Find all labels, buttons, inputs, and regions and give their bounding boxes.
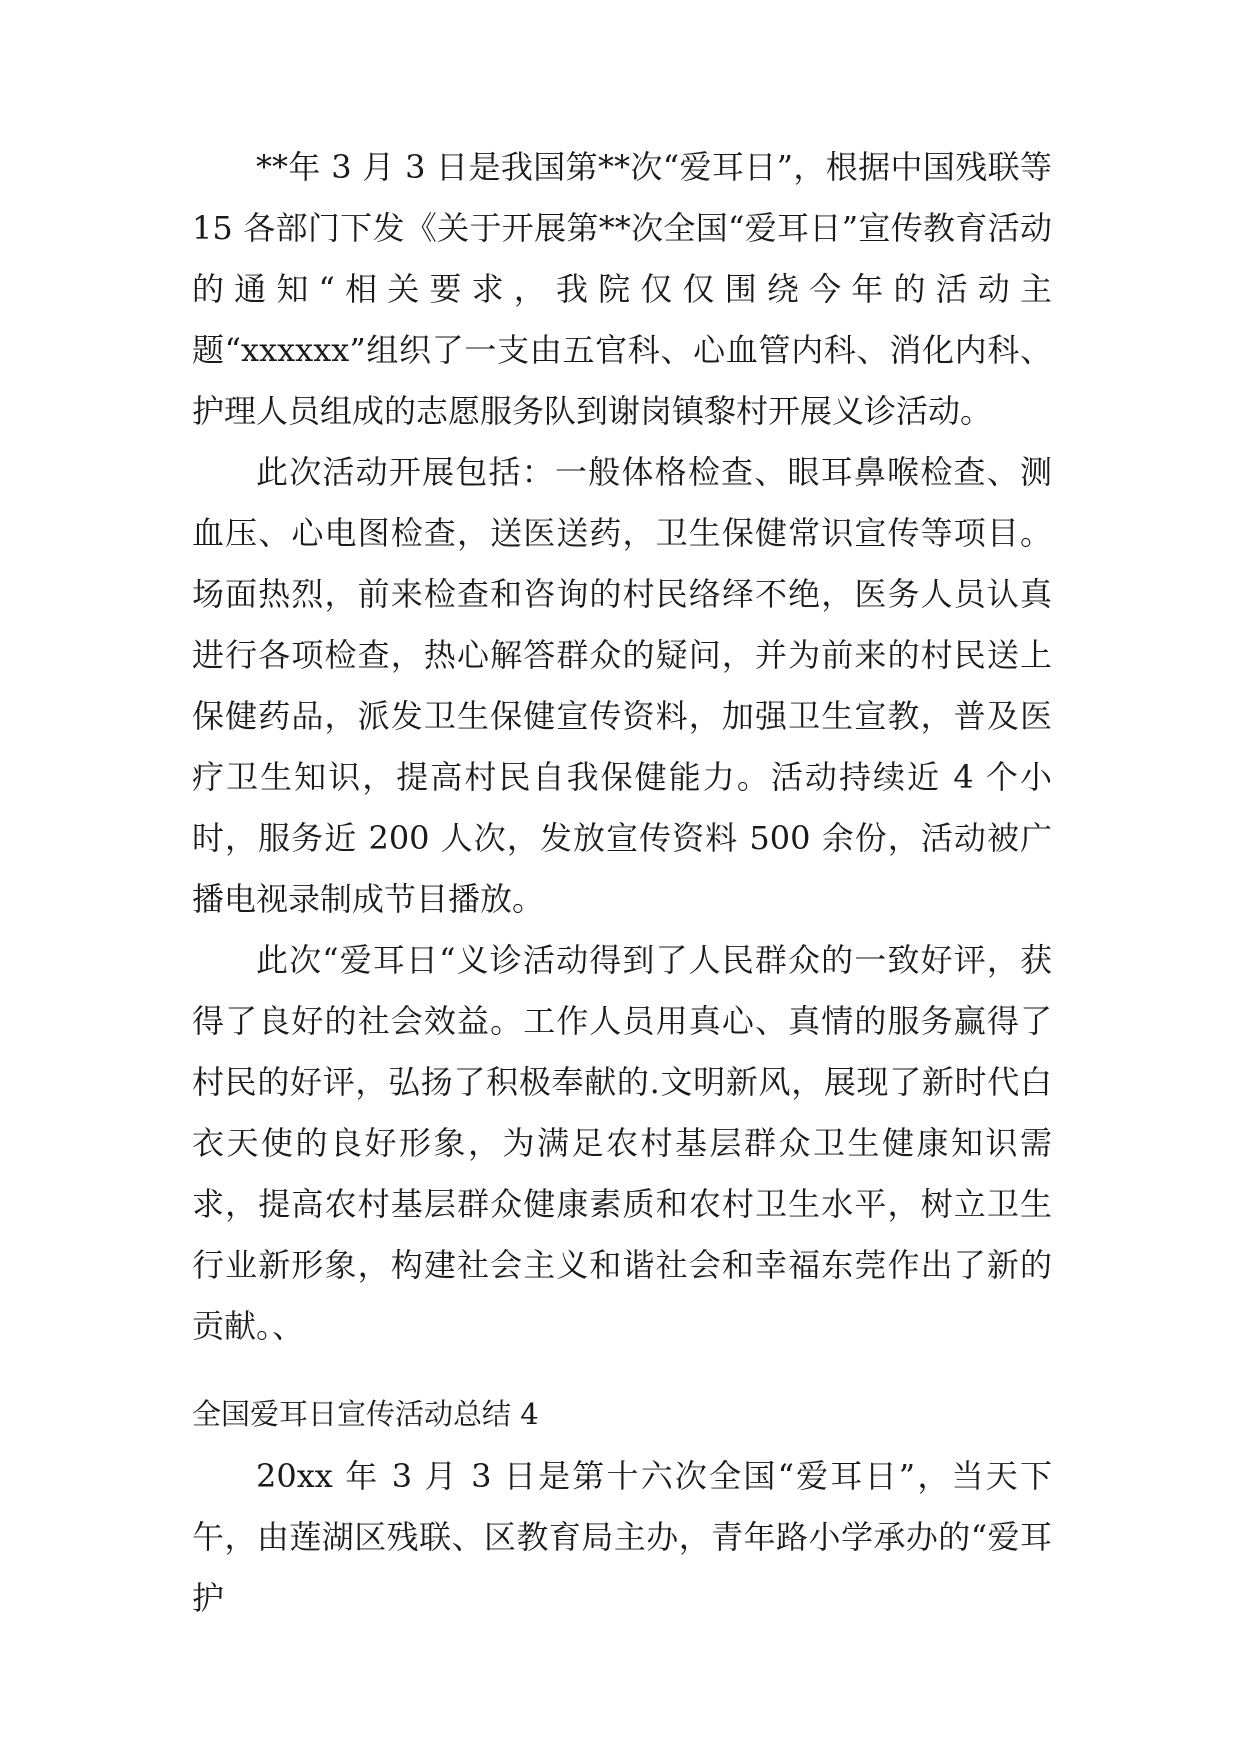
paragraph-4: 20xx 年 3 月 3 日是第十六次全国“爱耳日”，当天下午，由莲湖区残联、区教育局主办，青年路小学承办的“爱耳护 <box>192 1457 1052 1617</box>
paragraph-2: 此次活动开展包括：一般体格检查、眼耳鼻喉检查、测血压、心电图检查，送医送药，卫生保健常识宣传等项目。场面热烈，前来检查和咨询的村民络绎不绝，医务人员认真进行各项检查，热心解答群众的疑问，并为前来的村民送上保健药品，派发卫生保健宣传资料，加强卫生宣教，普及医疗卫生知识，提高村民自我保健能力。活动持续近 4 个小时，服务近 200 人次，发放宣传资料 500 余份，活动被广播电视录制成节目播放。 <box>192 453 1052 918</box>
body-text-bottom <box>192 1446 1052 1629</box>
paragraph-3: 此次“爱耳日“义诊活动得到了人民群众的一致好评，获得了良好的社会效益。工作人员用真心、真情的服务赢得了村民的好评，弘扬了积极奉献的.文明新风，展现了新时代白衣天使的良好形象，为满足农村基层群众卫生健康知识需求，提高农村基层群众健康素质和农村卫生水平，树立卫生行业新形象，构建社会主义和谐社会和幸福东莞作出了新的贡献。、 <box>192 941 1052 1345</box>
paragraph-1: **年 3 月 3 日是我国第**次“爱耳日”，根据中国残联等 15 各部门下发《关于开展第**次全国“爱耳日”宣传教育活动的通知“相关要求，我院仅仅围绕今年的活动主题“xxxxxx”组织了一支由五官科、心血管内科、消化内科、护理人员组成的志愿服务队到谢岗镇黎村开展义诊活动。 <box>192 148 1052 430</box>
body-text-top <box>192 137 1052 1357</box>
section-heading: 全国爱耳日宣传活动总结 4 <box>192 1397 539 1431</box>
